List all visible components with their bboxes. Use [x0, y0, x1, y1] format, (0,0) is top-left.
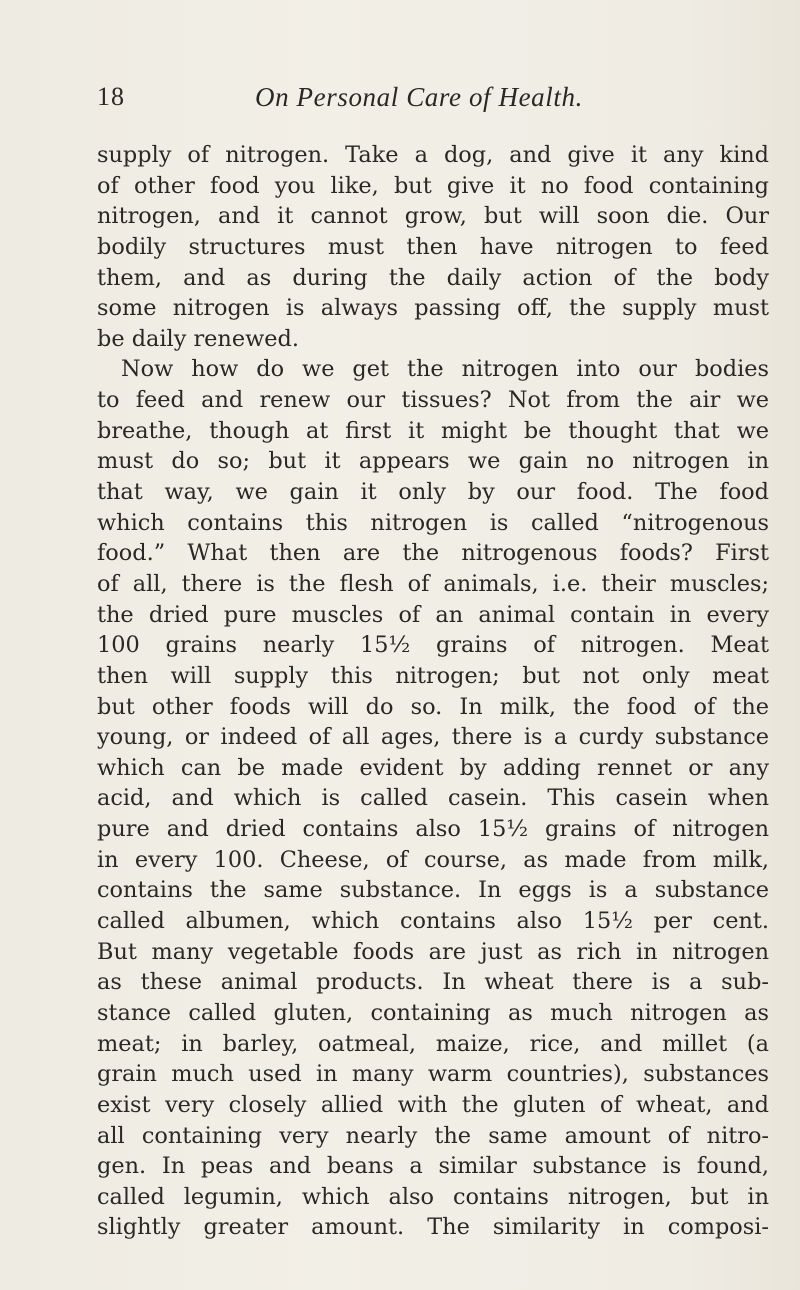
text-line: of all, there is the flesh of animals, i.e. their muscles; [97, 570, 769, 597]
text-line: food.” What then are the nitrogenous foods? First [97, 540, 769, 567]
text-line: stance called gluten, containing as much nitrogen as [97, 999, 769, 1026]
text-line: supply of nitrogen. Take a dog, and give it any kind [97, 142, 769, 168]
text-line: slightly greater amount. The similarity in composi- [97, 1214, 769, 1241]
text-line: But many vegetable foods are just as rich in nitrogen [97, 938, 769, 965]
text-line: be daily renewed. [97, 325, 299, 352]
text-line: as these animal products. In wheat there is a sub- [97, 969, 769, 996]
text-line: called legumin, which also contains nitrogen, but in [97, 1183, 769, 1210]
page-number: 18 [97, 82, 125, 111]
text-line: acid, and which is called casein. This casein when [97, 785, 769, 812]
text-line: called albumen, which contains also 15½ per cent. [97, 908, 769, 935]
text-line: that way, we gain it only by our food. The food [97, 479, 769, 506]
text-line: which can be made evident by adding rennet or any [97, 754, 769, 781]
text-line: all containing very nearly the same amount of nitro- [97, 1122, 769, 1149]
body-text [97, 140, 769, 1243]
text-line: some nitrogen is always passing off, the supply must [97, 295, 769, 322]
text-line: grain much used in many warm countries), substances [97, 1061, 769, 1088]
text-line: exist very closely allied with the gluten of wheat, and [97, 1091, 769, 1118]
text-line: nitrogen, and it cannot grow, but will soon die. Our [97, 203, 769, 230]
text-line: the dried pure muscles of an animal contain in every [97, 601, 769, 628]
running-title: On Personal Care of Health. [255, 82, 583, 112]
text-line: must do so; but it appears we gain no nitrogen in [97, 448, 769, 475]
text-line: which contains this nitrogen is called “nitrogenous [97, 509, 769, 536]
text-line: them, and as during the daily action of the body [97, 264, 769, 291]
text-line: pure and dried contains also 15½ grains of nitrogen [97, 816, 769, 843]
text-line: 100 grains nearly 15½ grains of nitrogen. Meat [97, 632, 769, 659]
text-line: to feed and renew our tissues? Not from the air we [97, 387, 769, 414]
text-line: of other food you like, but give it no food containing [97, 172, 769, 199]
text-line: in every 100. Cheese, of course, as made from milk, [97, 846, 769, 873]
text-line: bodily structures must then have nitrogen to feed [97, 233, 769, 260]
text-line: breathe, though at first it might be thought that we [97, 417, 769, 444]
text-line: then will supply this nitrogen; but not only meat [97, 662, 769, 689]
text-line: contains the same substance. In eggs is a substance [97, 877, 769, 904]
text-line: meat; in barley, oatmeal, maize, rice, and millet (a [97, 1030, 769, 1057]
text-line: Now how do we get the nitrogen into our bodies [121, 356, 769, 383]
running-head [97, 82, 720, 118]
text-line: young, or indeed of all ages, there is a curdy substance [97, 724, 769, 751]
text-line: but other foods will do so. In milk, the food of the [97, 693, 769, 720]
text-line: gen. In peas and beans a similar substance is found, [97, 1153, 769, 1180]
